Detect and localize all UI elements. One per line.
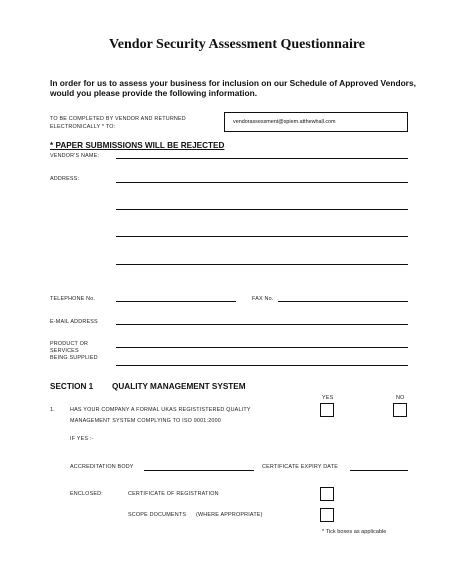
certificate-expiry-label: CERTIFICATE EXPIRY DATE (262, 464, 338, 470)
completed-by-label-2: ELECTRONICALLY * TO: (50, 124, 116, 130)
address-field-line-1[interactable] (116, 182, 408, 183)
no-header: NO (396, 395, 405, 401)
section-1-number: SECTION 1 (50, 382, 94, 391)
product-field-line-2[interactable] (116, 365, 408, 366)
yes-header: YES (322, 395, 334, 401)
section-1-title: QUALITY MANAGEMENT SYSTEM (112, 382, 246, 391)
certificate-expiry-field[interactable] (350, 470, 408, 471)
return-email[interactable]: vendorassessment@spiem.atthewhall.com (233, 119, 336, 125)
accreditation-body-label: ACCREDITATION BODY (70, 464, 134, 470)
if-yes-label: IF YES :- (70, 436, 94, 442)
address-field-line-2[interactable] (116, 209, 408, 210)
address-field-line-3[interactable] (116, 236, 408, 237)
scope-documents-checkbox[interactable] (320, 508, 334, 522)
paper-submissions-notice: * PAPER SUBMISSIONS WILL BE REJECTED (50, 141, 225, 150)
where-appropriate-label: (WHERE APPROPRIATE) (196, 512, 263, 518)
vendor-name-label: VENDOR'S NAME: (50, 153, 100, 159)
q1-yes-checkbox[interactable] (320, 403, 334, 417)
q1-number: 1. (50, 407, 55, 413)
telephone-field[interactable] (116, 301, 236, 302)
certificate-registration-checkbox[interactable] (320, 487, 334, 501)
intro-line-2: would you please provide the following information. (50, 88, 258, 98)
q1-no-checkbox[interactable] (393, 403, 407, 417)
enclosed-label: ENCLOSED: (70, 491, 103, 497)
accreditation-body-field[interactable] (144, 470, 254, 471)
page-title: Vendor Security Assessment Questionnaire (108, 37, 366, 52)
address-label: ADDRESS: (50, 176, 80, 182)
q1-text-line-1: HAS YOUR COMPANY A FORMAL UKAS REGISTISTERED QUALITY (70, 407, 251, 413)
product-label-3: BEING SUPPLIED (50, 355, 98, 361)
address-field-line-4[interactable] (116, 264, 408, 265)
certificate-registration-label: CERTIFICATE OF REGISTRATION (128, 491, 219, 497)
fax-field[interactable] (278, 301, 408, 302)
email-field[interactable] (116, 324, 408, 325)
telephone-label: TELEPHONE No. (50, 296, 96, 302)
completed-by-label-1: TO BE COMPLETED BY VENDOR AND RETURNED (50, 116, 186, 122)
product-field-line-1[interactable] (116, 347, 408, 348)
intro-line-1: In order for us to assess your business for inclusion on our Schedule of Approved Vendors, (50, 78, 416, 88)
product-label-1: PRODUCT OR (50, 341, 89, 347)
product-label-2: SERVICES (50, 348, 79, 354)
vendor-name-field[interactable] (116, 158, 408, 159)
return-email-box (224, 112, 408, 132)
q1-text-line-2: MANAGEMENT SYSTEM COMPLYING TO ISO 9001:2000 (70, 418, 221, 424)
scope-documents-label: SCOPE DOCUMENTS (128, 512, 187, 518)
email-label: E-MAIL ADDRESS (50, 319, 98, 325)
fax-label: FAX No. (252, 296, 274, 302)
tick-boxes-note: * Tick boxes as applicable (322, 529, 387, 535)
